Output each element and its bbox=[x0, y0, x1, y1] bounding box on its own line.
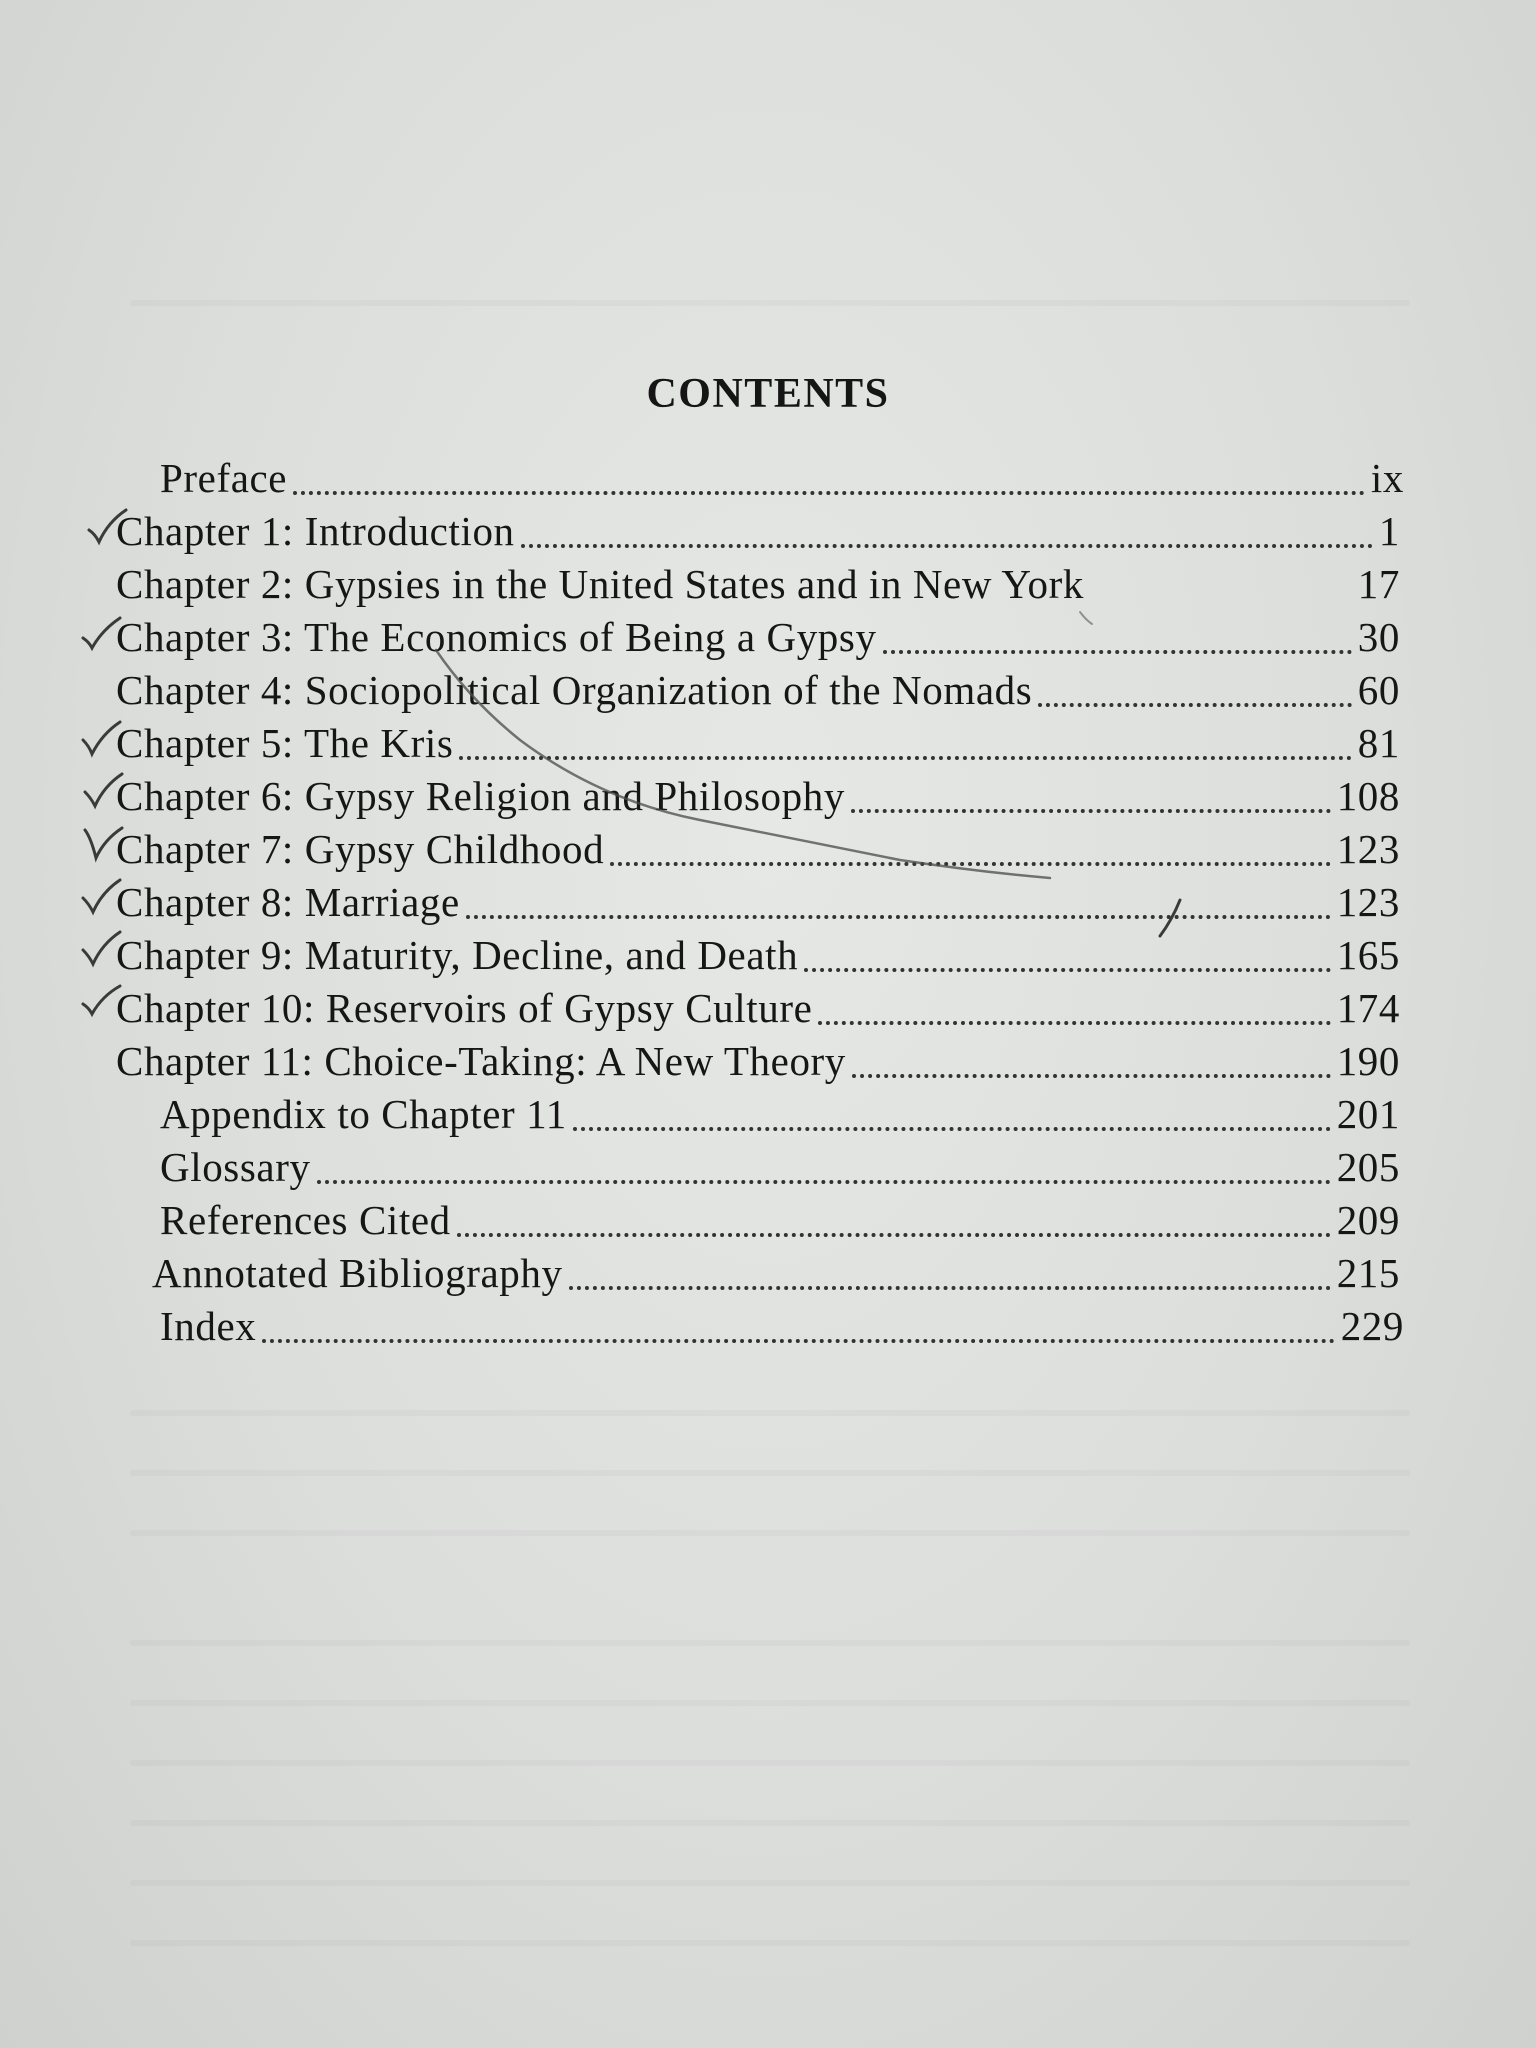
toc-entry-label: Chapter 10: Reservoirs of Gypsy Culture bbox=[116, 985, 813, 1031]
toc-entry-page: 60 bbox=[1357, 667, 1400, 713]
toc-entry-page: 17 bbox=[1357, 561, 1400, 607]
dot-leader bbox=[883, 650, 1352, 654]
toc-entry-page: 215 bbox=[1336, 1250, 1400, 1296]
toc-entry bbox=[152, 1247, 1400, 1300]
show-through-line bbox=[130, 1700, 1410, 1706]
toc-entry-label: Chapter 5: The Kris bbox=[116, 720, 454, 766]
toc-entry bbox=[160, 1300, 1404, 1353]
pen-checkmark-icon bbox=[80, 930, 122, 970]
toc-entry-page: ix bbox=[1370, 455, 1404, 501]
dot-leader bbox=[466, 915, 1331, 919]
dot-leader bbox=[1038, 703, 1351, 707]
show-through-line bbox=[130, 1640, 1410, 1646]
dot-leader bbox=[457, 1233, 1331, 1237]
toc-entry bbox=[160, 1194, 1400, 1247]
dot-leader bbox=[293, 491, 1365, 495]
toc-entry-label: Glossary bbox=[160, 1144, 311, 1190]
toc-entry-label: Chapter 11: Choice-Taking: A New Theory bbox=[116, 1038, 846, 1084]
toc-entry-label: Chapter 3: The Economics of Being a Gypsy bbox=[116, 614, 877, 660]
toc-entry-page: 30 bbox=[1357, 614, 1400, 660]
dot-leader bbox=[262, 1339, 1334, 1343]
toc-entry-label: Chapter 8: Marriage bbox=[116, 879, 460, 925]
show-through-line bbox=[130, 1940, 1410, 1946]
show-through-line bbox=[130, 1880, 1410, 1886]
toc-entry-page: 123 bbox=[1336, 826, 1400, 872]
dot-leader bbox=[610, 862, 1330, 866]
dot-leader bbox=[804, 968, 1330, 972]
toc-entry-page: 190 bbox=[1336, 1038, 1400, 1084]
show-through-line bbox=[130, 1820, 1410, 1826]
toc-entry bbox=[116, 505, 1400, 558]
dot-leader bbox=[521, 544, 1373, 548]
show-through-line bbox=[130, 1410, 1410, 1416]
pen-checkmark-icon bbox=[82, 824, 124, 864]
toc-entry-page: 123 bbox=[1336, 879, 1400, 925]
dot-leader bbox=[459, 756, 1351, 760]
show-through-line bbox=[130, 1470, 1410, 1476]
dot-leader bbox=[317, 1180, 1331, 1184]
toc-entry bbox=[160, 1088, 1400, 1141]
toc-entry-page: 81 bbox=[1357, 720, 1400, 766]
dot-leader bbox=[573, 1127, 1331, 1131]
toc-entry-label: Index bbox=[160, 1303, 257, 1349]
toc-entry-label: Appendix to Chapter 11 bbox=[160, 1091, 567, 1137]
toc-entry-page: 209 bbox=[1336, 1197, 1400, 1243]
toc-entry bbox=[160, 452, 1404, 505]
toc-entry bbox=[116, 558, 1400, 611]
dot-leader bbox=[851, 809, 1331, 813]
pen-checkmark-icon bbox=[80, 878, 122, 918]
toc-entry bbox=[116, 664, 1400, 717]
pen-checkmark-icon bbox=[86, 508, 128, 548]
toc-entry bbox=[116, 770, 1400, 823]
toc-entry bbox=[160, 1141, 1400, 1194]
toc-entry-label: Preface bbox=[160, 455, 288, 501]
toc-entry bbox=[116, 876, 1400, 929]
toc-entry-page: 108 bbox=[1336, 773, 1400, 819]
toc-entry-page: 174 bbox=[1336, 985, 1400, 1031]
dot-leader bbox=[852, 1074, 1331, 1078]
pen-checkmark-icon bbox=[82, 772, 124, 812]
toc-entry-label: Chapter 1: Introduction bbox=[116, 508, 515, 554]
pen-checkmark-icon bbox=[80, 982, 122, 1022]
toc-entry bbox=[116, 1035, 1400, 1088]
toc-entry bbox=[116, 717, 1400, 770]
toc-entry-label: Chapter 4: Sociopolitical Organization of the Nomads bbox=[116, 667, 1033, 713]
toc-entry-page: 201 bbox=[1336, 1091, 1400, 1137]
pen-checkmark-icon bbox=[80, 614, 122, 654]
dot-leader bbox=[818, 1021, 1330, 1025]
toc-entry bbox=[116, 823, 1400, 876]
toc-entry bbox=[116, 929, 1400, 982]
show-through-line bbox=[130, 1760, 1410, 1766]
show-through-line bbox=[130, 1530, 1410, 1536]
toc-entry-label: Chapter 6: Gypsy Religion and Philosophy bbox=[116, 773, 845, 819]
page-title: CONTENTS bbox=[646, 371, 890, 418]
toc-entry-label: Chapter 7: Gypsy Childhood bbox=[116, 826, 605, 872]
toc-entry-page: 229 bbox=[1340, 1303, 1404, 1349]
toc-entry-label: References Cited bbox=[160, 1197, 451, 1243]
toc-entry-label: Chapter 2: Gypsies in the United States and in New York bbox=[116, 561, 1084, 607]
toc-entry bbox=[116, 611, 1400, 664]
toc-entry-page: 205 bbox=[1336, 1144, 1400, 1190]
toc-entry bbox=[116, 982, 1400, 1035]
toc-entry-label: Annotated Bibliography bbox=[152, 1250, 563, 1296]
toc-entry-page: 165 bbox=[1336, 932, 1400, 978]
dot-leader bbox=[569, 1286, 1331, 1290]
toc-entry-page: 1 bbox=[1378, 508, 1400, 554]
show-through-line bbox=[130, 300, 1410, 306]
pen-checkmark-icon bbox=[80, 720, 122, 760]
toc-entry-label: Chapter 9: Maturity, Decline, and Death bbox=[116, 932, 799, 978]
